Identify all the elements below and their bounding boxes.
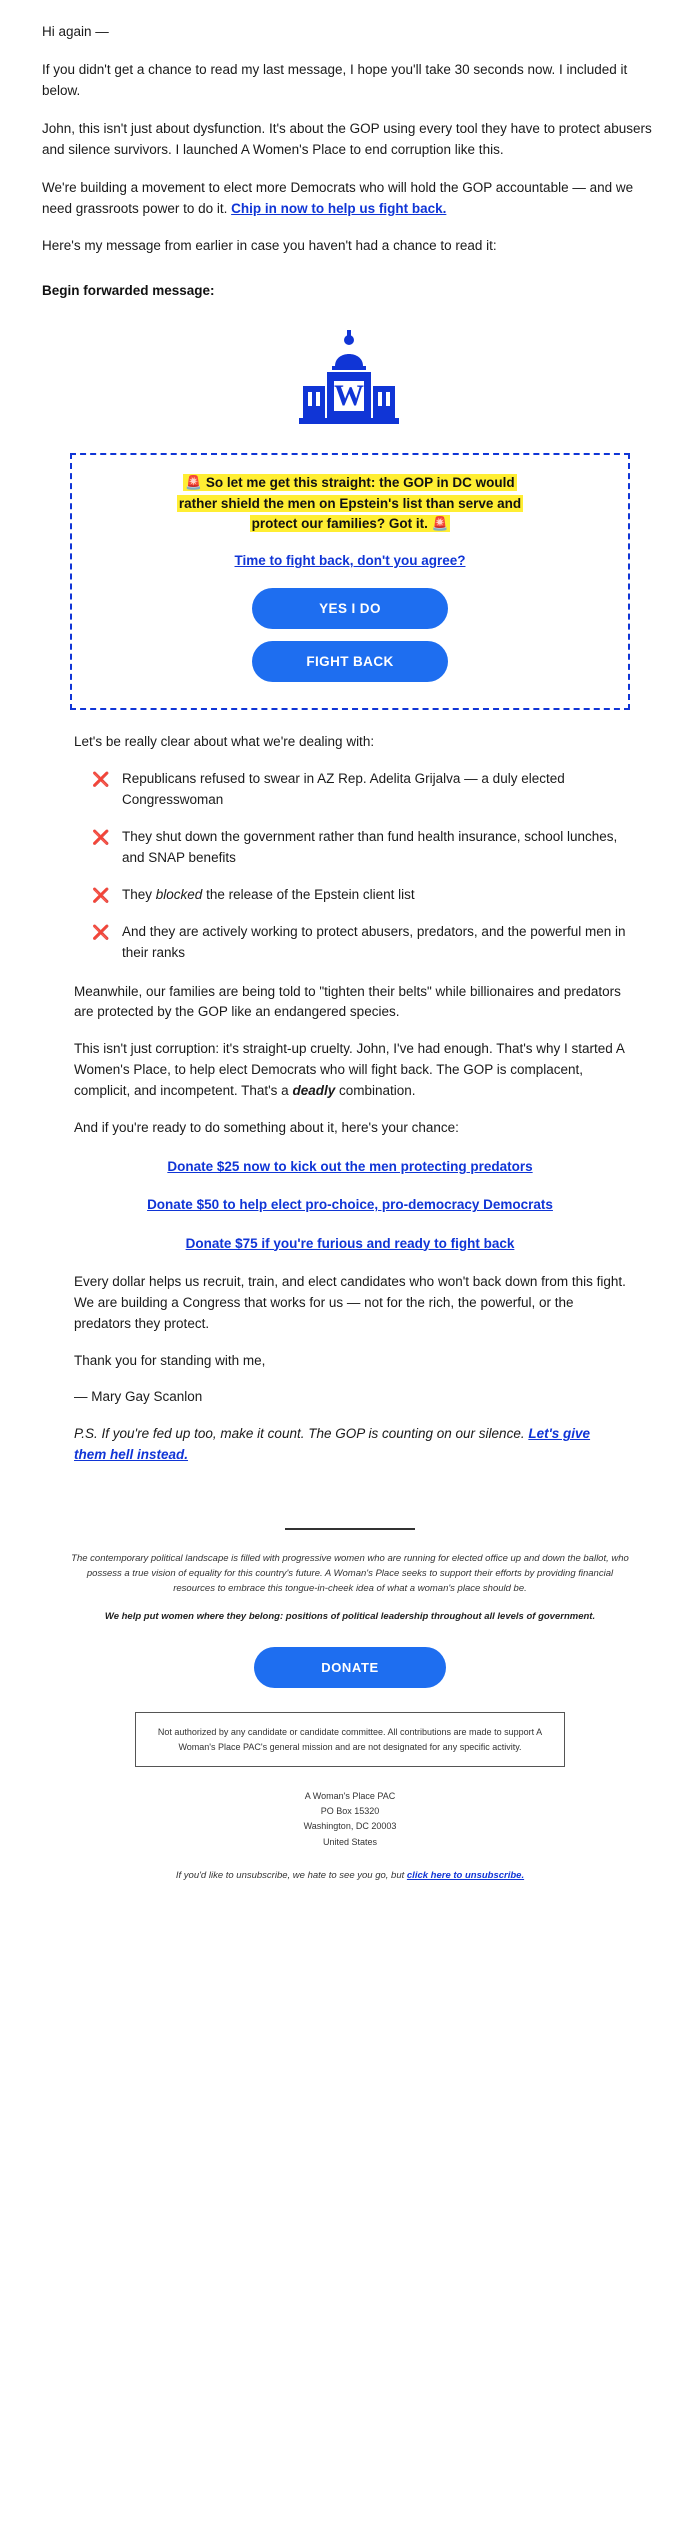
address-line: United States — [322, 1836, 378, 1847]
intro-paragraph-3-text: We're building a movement to elect more Democrats who will hold the GOP accountable — and we need grassroots power to do it. — [42, 179, 634, 216]
body-paragraph-1: Meanwhile, our families are being told to "tighten their belts" while billionaires and predators are protected by the GOP like an endangered species. — [74, 983, 621, 1020]
list-item — [92, 885, 626, 906]
donate-75-link[interactable]: Donate $75 if you're furious and ready to fight back — [185, 1235, 515, 1251]
donate-50-link[interactable]: Donate $50 to help elect pro-choice, pro-democracy Democrats — [147, 1197, 553, 1213]
list-item — [92, 922, 626, 964]
unsubscribe-text: If you'd like to unsubscribe, we hate to see you go, but — [175, 1870, 407, 1882]
donate-link-group — [74, 1157, 626, 1254]
forwarded-message-label: Begin forwarded message: — [42, 283, 215, 299]
cta-headline-line-1: 🚨 So let me get this straight: the GOP in DC would — [185, 475, 515, 491]
red-x-icon: ❌ — [92, 886, 110, 903]
list-item-text: They blocked the release of the Epstein client list — [122, 886, 415, 902]
grievance-list — [74, 769, 626, 963]
email-intro-section — [0, 0, 700, 298]
body-paragraph-2: This isn't just corruption: it's straight-up cruelty. John, I've had enough. That's why I started A Women's Place, to help elect Democrats who will fight back. The GOP is complacent, complicit, and incompetent. That's a deadly combination. — [74, 1041, 625, 1099]
yes-i-do-button[interactable]: YES I DO — [252, 588, 448, 629]
signature-text: — Mary Gay Scanlon — [74, 1389, 203, 1405]
list-item-text: Republicans refused to swear in AZ Rep. Adelita Grijalva — a duly elected Congresswoman — [122, 771, 565, 807]
cta-headline-line-2: rather shield the men on Epstein's list than serve and — [178, 495, 522, 511]
give-them-hell-link[interactable]: Let's give them hell instead. — [74, 1426, 591, 1463]
closing-text: Thank you for standing with me, — [74, 1352, 266, 1368]
greeting-text: Hi again — — [42, 24, 109, 39]
fight-back-button[interactable]: FIGHT BACK — [252, 641, 448, 682]
body-paragraph-3: And if you're ready to do something about it, here's your chance: — [74, 1120, 459, 1136]
unsubscribe-row — [70, 1870, 630, 1881]
email-footer — [0, 1482, 700, 1911]
red-x-icon: ❌ — [92, 828, 110, 845]
footer-mission-statement: We help put women where they belong: positions of political leadership throughout all levels of government. — [104, 1611, 596, 1623]
cta-headline — [94, 473, 606, 534]
email-body-content — [42, 710, 658, 1466]
footer-disclaimer: The contemporary political landscape is filled with progressive women who are running for elected office up and down the ballot, who possess a true vision of equality for this country's future. A Woman's Place seeks to support their efforts by providing financial resources to embrace this tongue-in-cheek idea of what a woman's place should be. — [71, 1553, 629, 1594]
list-item-text: They shut down the government rather than fund health insurance, school lunches, and SNAP benefits — [122, 828, 618, 865]
postscript-text: P.S. If you're fed up too, make it count. The GOP is counting on our silence. — [74, 1426, 529, 1442]
red-x-icon: ❌ — [92, 923, 110, 940]
body-paragraph-4: Every dollar helps us recruit, train, and elect candidates who won't back down from this fight. We are building a Congress that works for us — not for the rich, the powerful, or the predators they protect. — [74, 1273, 626, 1331]
footer-donate-button[interactable]: DONATE — [254, 1647, 446, 1688]
chip-in-link[interactable]: Chip in now to help us fight back. — [231, 200, 447, 216]
logo-area — [42, 308, 658, 445]
address-line: A Woman's Place PAC — [304, 1790, 396, 1801]
cta-headline-line-3: protect our families? Got it. 🚨 — [251, 515, 449, 531]
intro-paragraph-2: John, this isn't just about dysfunction. It's about the GOP using every tool they have to protect abusers and silence survivors. I launched A Women's Place to end corruption like this. — [42, 120, 652, 157]
footer-address — [70, 1789, 630, 1850]
list-item-text: And they are actively working to protect abusers, predators, and the powerful men in their ranks — [122, 923, 626, 960]
unsubscribe-link[interactable]: click here to unsubscribe. — [406, 1870, 525, 1882]
forwarded-email — [42, 308, 658, 1466]
intro-paragraph-3 — [42, 178, 658, 220]
red-x-icon: ❌ — [92, 771, 110, 788]
list-item — [92, 827, 626, 869]
footer-divider — [285, 1528, 415, 1530]
cta-dashed-box — [70, 453, 630, 710]
intro-paragraph-1: If you didn't get a chance to read my last message, I hope you'll take 30 seconds now. I included it below. — [42, 61, 628, 98]
address-line: PO Box 15320 — [320, 1806, 380, 1817]
body-lead: Let's be really clear about what we're dealing with: — [74, 734, 375, 750]
authorization-notice: Not authorized by any candidate or candidate committee. All contributions are made to support A Woman's Place PAC's general mission and are not designated for any specific activity. — [135, 1712, 565, 1767]
list-item — [92, 769, 626, 811]
address-line: Washington, DC 20003 — [303, 1821, 397, 1832]
cta-subheadline — [94, 552, 606, 570]
postscript — [74, 1424, 626, 1466]
logo-letter: W — [334, 379, 364, 413]
a-womans-place-capitol-logo-icon — [275, 326, 425, 426]
time-to-fight-back-link[interactable]: Time to fight back, don't you agree? — [234, 553, 466, 569]
donate-25-link[interactable]: Donate $25 now to kick out the men protecting predators — [167, 1159, 533, 1175]
intro-paragraph-4: Here's my message from earlier in case you haven't had a chance to read it: — [42, 238, 497, 254]
